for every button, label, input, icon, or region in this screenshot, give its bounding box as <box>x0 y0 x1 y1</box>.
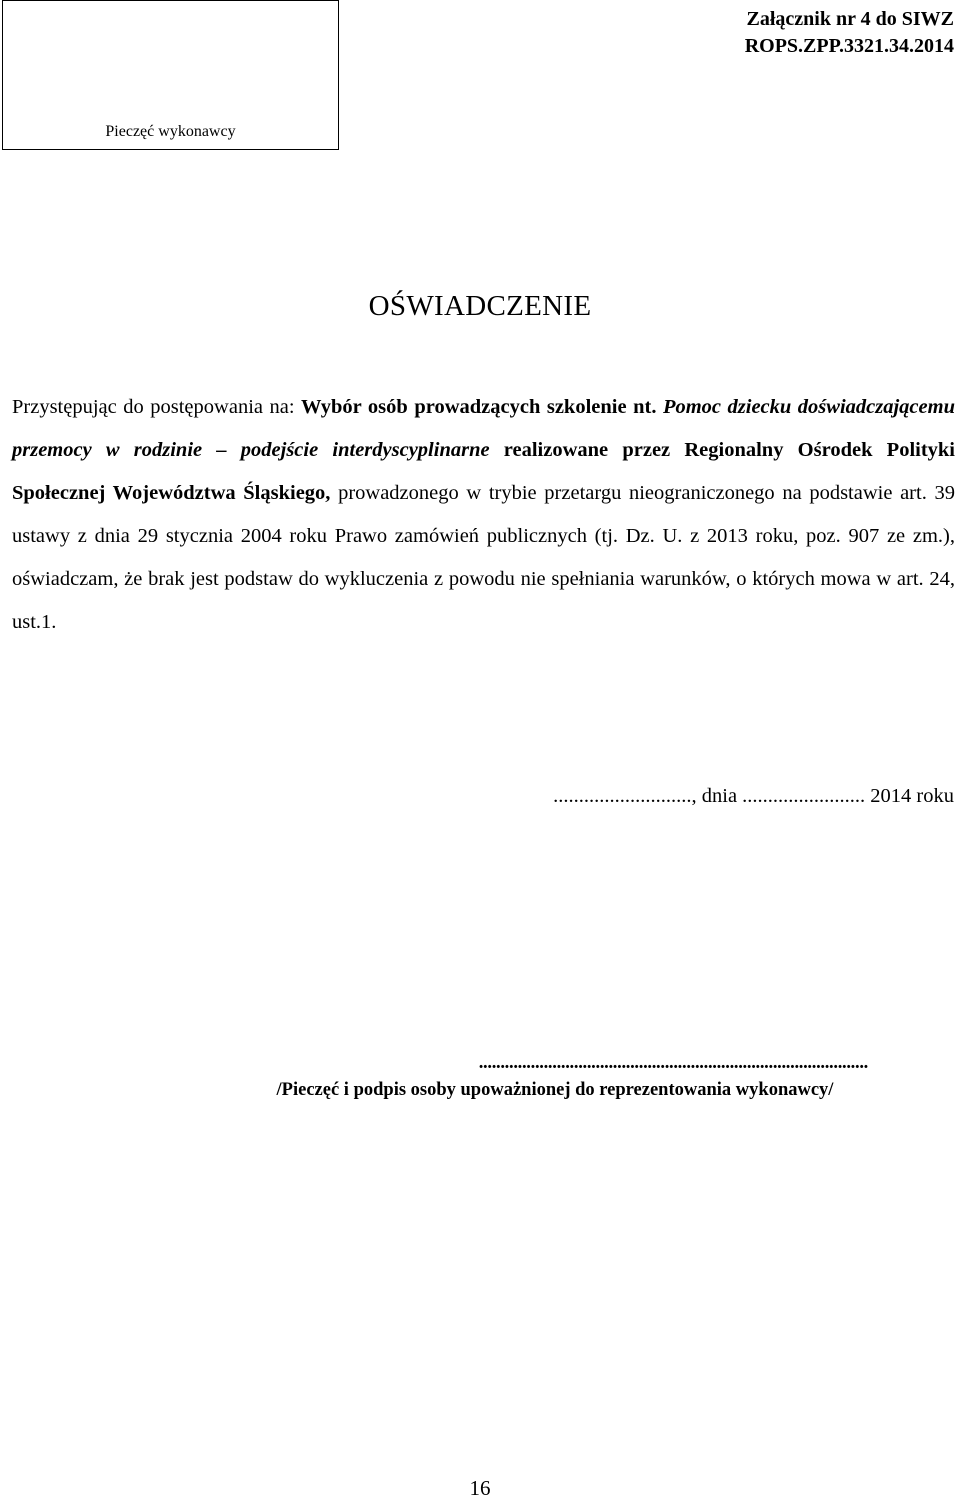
body-organizer: realizowane przez Regionalny Ośrodek Polityki Społecznej Województwa Śląskiego, <box>12 439 956 504</box>
signature-block <box>242 1050 868 1104</box>
company-stamp-box <box>2 0 339 150</box>
date-place-line: ..........................., dnia ........................ 2014 roku <box>553 785 954 807</box>
body-subject: Wybór osób prowadzących szkolenie nt. <box>301 396 663 418</box>
stamp-label: Pieczęć wykonawcy <box>105 123 236 140</box>
reference-number: ROPS.ZPP.3321.34.2014 <box>744 35 954 57</box>
page-number: 16 <box>469 1476 491 1500</box>
document-title: OŚWIADCZENIE <box>368 290 592 322</box>
body-training-title: Pomoc dziecku doświadczającemu przemocy w rodzinie – podejście interdyscyplinarne <box>12 396 955 461</box>
attachment-number: Załącznik nr 4 do SIWZ <box>746 8 954 30</box>
body-intro: Przystępując do postępowania na: <box>12 396 302 418</box>
signature-dots: .......................................................................................... <box>478 1053 868 1073</box>
signature-caption: /Pieczęć i podpis osoby upoważnionej do reprezentowania wykonawcy/ <box>276 1080 834 1100</box>
body-legal-basis: prowadzonego w trybie przetargu nieograniczonego na podstawie art. 39 ustawy z dnia 29 stycznia 2004 roku Prawo zamówień publicznych (tj. Dz. U. z 2013 roku, poz. 907 ze zm.), oświadczam, że brak jest podstaw do wykluczenia z powodu nie spełniania warunków, o których mowa w art. 24, ust.1. <box>12 482 955 633</box>
declaration-paragraph <box>12 386 955 644</box>
attachment-header <box>745 6 954 60</box>
